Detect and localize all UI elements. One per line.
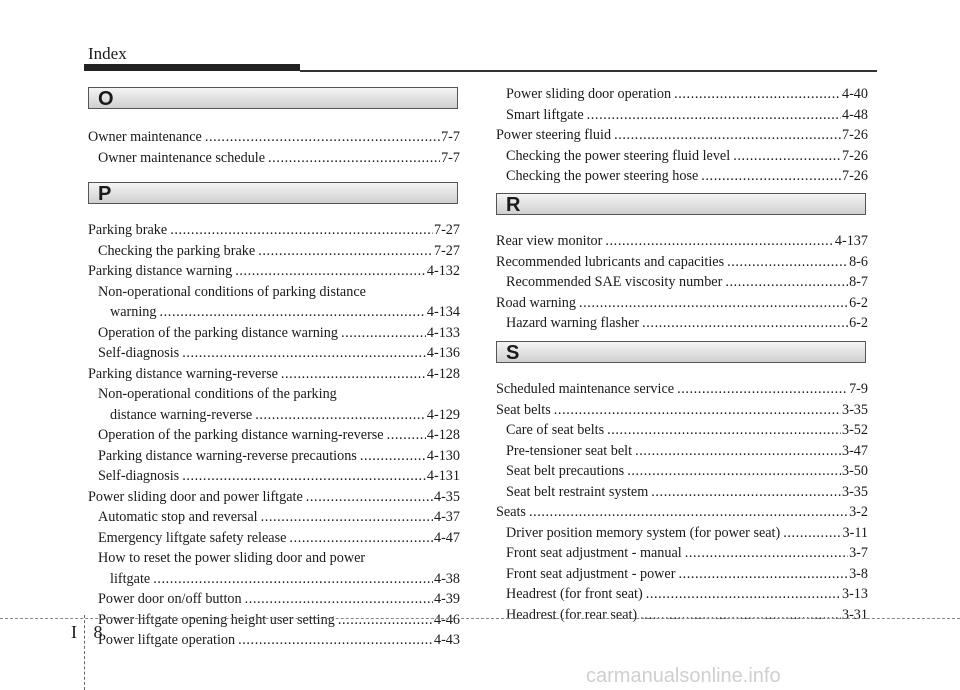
index-entry — [88, 364, 460, 385]
dot-leader — [651, 482, 841, 503]
dot-leader — [674, 84, 841, 105]
index-entry — [88, 548, 460, 569]
section-o-entries — [88, 127, 460, 168]
entry-text: Operation of the parking distance warning-reverse — [98, 427, 384, 443]
dot-leader — [338, 610, 433, 631]
dot-leader — [170, 220, 433, 241]
dot-leader — [733, 146, 841, 167]
entry-text: Parking distance warning-reverse precautions — [98, 447, 357, 464]
index-entry — [496, 461, 868, 482]
entry-text: Power steering fluid — [496, 127, 612, 143]
index-entry — [496, 125, 868, 146]
dot-leader — [607, 420, 841, 441]
index-entry — [496, 605, 868, 626]
entry-text: Parking distance warning — [88, 263, 233, 279]
entry-text: Emergency liftgate safety release — [98, 529, 287, 546]
index-entry — [88, 425, 460, 446]
index-entry — [88, 589, 460, 610]
section-letter: R — [506, 194, 521, 216]
index-entry — [496, 293, 868, 314]
index-entry — [496, 313, 868, 334]
entry-text: Non-operational conditions of the parking — [98, 386, 337, 402]
entry-page-ref: 7-26 — [841, 147, 868, 164]
entry-page-ref: 3-47 — [841, 442, 868, 459]
index-entry — [88, 405, 460, 426]
entry-text: Front seat adjustment - manual — [506, 545, 682, 561]
index-entry — [496, 420, 868, 441]
entry-page-ref: 7-7 — [441, 129, 460, 145]
dot-leader — [306, 487, 433, 508]
entry-text: Care of seat belts — [506, 422, 605, 438]
dot-leader — [281, 364, 426, 385]
index-entry — [88, 466, 460, 487]
entry-page-ref: 4-132 — [426, 263, 460, 279]
entry-text: Checking the power steering hose — [506, 168, 699, 184]
dot-leader — [182, 466, 426, 487]
entry-text: Smart liftgate — [506, 106, 584, 123]
section-header-p — [88, 182, 458, 204]
dot-leader — [579, 293, 848, 314]
entry-page-ref: 3-35 — [841, 401, 868, 418]
dot-leader — [153, 569, 433, 590]
entry-page-ref: 4-137 — [834, 233, 868, 249]
dot-leader — [605, 231, 834, 252]
entry-text: Automatic stop and reversal — [98, 509, 258, 525]
index-entry — [88, 302, 460, 323]
dot-leader — [701, 166, 841, 187]
entry-text: Scheduled maintenance service — [496, 381, 675, 397]
entry-page-ref: 3-2 — [849, 504, 868, 520]
section-header-r — [496, 193, 866, 215]
dot-leader — [258, 241, 433, 262]
dot-leader — [554, 400, 841, 421]
entry-text: Pre-tensioner seat belt — [506, 442, 633, 459]
index-entry — [496, 441, 868, 462]
index-entry — [88, 384, 460, 405]
dot-leader — [160, 302, 426, 323]
entry-page-ref: 4-43 — [433, 632, 460, 648]
entry-page-ref: 6-2 — [849, 294, 868, 311]
entry-text: Rear view monitor — [496, 233, 603, 249]
watermark: carmanualsonline.info — [586, 665, 781, 687]
index-entry — [496, 400, 868, 421]
entry-text: Recommended SAE viscosity number — [506, 274, 723, 290]
dot-leader — [268, 148, 440, 169]
index-entry — [496, 252, 868, 273]
dot-leader — [642, 313, 848, 334]
index-entry — [88, 487, 460, 508]
entry-text: Power liftgate opening height user setting — [98, 611, 335, 628]
entry-page-ref: 4-133 — [426, 324, 460, 341]
continued-p-entries — [496, 84, 868, 187]
dot-leader — [182, 343, 426, 364]
entry-text: Checking the parking brake — [98, 242, 256, 259]
entry-text: Operation of the parking distance warning — [98, 324, 338, 341]
page-number: I 8 — [71, 622, 109, 642]
entry-page-ref: 7-26 — [841, 127, 868, 143]
entry-page-ref: 4-35 — [433, 488, 460, 505]
index-entry — [88, 323, 460, 344]
dot-leader — [635, 441, 841, 462]
entry-page-ref: 4-129 — [426, 406, 460, 423]
entry-text: Headrest (for rear seat) — [506, 606, 638, 623]
entry-text: Power sliding door operation — [506, 86, 672, 102]
entry-page-ref: 4-39 — [433, 591, 460, 607]
dot-leader — [677, 379, 848, 400]
section-letter: P — [98, 183, 112, 205]
index-entry — [496, 584, 868, 605]
entry-text: distance warning-reverse — [110, 406, 253, 423]
index-entry — [496, 231, 868, 252]
dot-leader — [387, 425, 426, 446]
entry-page-ref: 3-11 — [842, 524, 868, 541]
header-rule-thin — [300, 70, 877, 72]
entry-page-ref: 4-130 — [426, 447, 460, 464]
entry-page-ref: 7-9 — [849, 381, 868, 397]
entry-page-ref: 7-7 — [441, 149, 460, 166]
entry-text: Non-operational conditions of parking distance — [98, 283, 366, 300]
entry-page-ref: 3-52 — [841, 422, 868, 438]
entry-text: Driver position memory system (for power seat) — [506, 524, 781, 541]
dot-leader — [725, 272, 848, 293]
entry-text: Recommended lubricants and capacities — [496, 253, 725, 270]
section-letter: S — [506, 342, 520, 364]
index-entry — [88, 220, 460, 241]
dot-leader — [205, 127, 440, 148]
index-entry — [496, 272, 868, 293]
section-header-o — [88, 87, 458, 109]
entry-page-ref: 3-8 — [849, 565, 868, 582]
entry-page-ref: 4-134 — [426, 304, 460, 320]
entry-text: Owner maintenance schedule — [98, 149, 266, 166]
entry-text: warning — [110, 304, 157, 320]
dot-leader — [627, 461, 841, 482]
index-entry — [88, 610, 460, 631]
section-s-entries — [496, 379, 868, 625]
entry-text: Self-diagnosis — [98, 345, 180, 361]
section-header-s — [496, 341, 866, 363]
index-entry — [496, 146, 868, 167]
entry-page-ref: 8-6 — [849, 253, 868, 270]
section-letter: O — [98, 88, 114, 110]
entry-text: How to reset the power sliding door and power — [98, 550, 366, 566]
dot-leader — [614, 125, 841, 146]
entry-text: Checking the power steering fluid level — [506, 147, 731, 164]
entry-text: Power liftgate operation — [98, 632, 236, 648]
entry-text: Road warning — [496, 294, 576, 311]
entry-text: Power door on/off button — [98, 591, 242, 607]
dot-leader — [640, 605, 841, 626]
dot-leader — [261, 507, 433, 528]
index-entry — [88, 528, 460, 549]
entry-page-ref: 3-13 — [841, 586, 868, 602]
index-entry — [88, 127, 460, 148]
index-entry — [496, 379, 868, 400]
index-entry — [496, 105, 868, 126]
entry-text: Seat belt precautions — [506, 463, 625, 479]
entry-page-ref: 3-50 — [841, 463, 868, 479]
entry-page-ref: 4-128 — [426, 365, 460, 382]
entry-page-ref: 4-131 — [426, 468, 460, 484]
entry-page-ref: 4-48 — [841, 106, 868, 123]
entry-page-ref: 4-37 — [433, 509, 460, 525]
entry-page-ref: 4-136 — [426, 345, 460, 361]
dot-leader — [245, 589, 433, 610]
entry-text: Front seat adjustment - power — [506, 565, 676, 582]
index-entry — [88, 507, 460, 528]
index-entry — [88, 343, 460, 364]
index-entry — [496, 523, 868, 544]
index-entry — [88, 446, 460, 467]
entry-text: Owner maintenance — [88, 129, 202, 145]
index-entry — [496, 543, 868, 564]
index-entry — [88, 569, 460, 590]
index-entry — [88, 261, 460, 282]
entry-page-ref: 4-47 — [433, 529, 460, 546]
index-entry — [496, 502, 868, 523]
entry-text: Seat belts — [496, 401, 551, 418]
section-r-entries — [496, 231, 868, 334]
entry-text: Headrest (for front seat) — [506, 586, 643, 602]
dot-leader — [341, 323, 426, 344]
page-header-title: Index — [88, 44, 127, 63]
index-entry — [88, 148, 460, 169]
entry-page-ref: 7-27 — [433, 242, 460, 259]
index-entry — [496, 482, 868, 503]
dot-leader — [289, 528, 433, 549]
header-rule-thick — [84, 64, 300, 71]
index-entry — [88, 630, 460, 651]
entry-page-ref: 3-7 — [849, 545, 868, 561]
entry-page-ref: 4-40 — [841, 86, 868, 102]
index-entry — [496, 166, 868, 187]
dot-leader — [678, 564, 848, 585]
entry-text: Seat belt restraint system — [506, 483, 649, 500]
index-entry — [88, 241, 460, 262]
entry-page-ref: 4-46 — [433, 611, 460, 628]
entry-text: Seats — [496, 504, 526, 520]
entry-page-ref: 7-27 — [433, 222, 460, 238]
entry-text: Self-diagnosis — [98, 468, 180, 484]
dot-leader — [783, 523, 841, 544]
dot-leader — [255, 405, 426, 426]
entry-text: Hazard warning flasher — [506, 315, 640, 331]
dot-leader — [646, 584, 841, 605]
entry-page-ref: 8-7 — [849, 274, 868, 290]
dot-leader — [727, 252, 848, 273]
entry-text: Power sliding door and power liftgate — [88, 488, 303, 505]
dot-leader — [360, 446, 426, 467]
entry-text: Parking distance warning-reverse — [88, 365, 278, 382]
section-p-entries — [88, 220, 460, 651]
dot-leader — [238, 630, 433, 651]
entry-page-ref: 3-35 — [841, 483, 868, 500]
entry-page-ref: 4-128 — [426, 427, 460, 443]
footer-rule — [0, 618, 960, 619]
index-entry — [88, 282, 460, 303]
entry-text: liftgate — [110, 570, 151, 587]
index-entry — [496, 84, 868, 105]
entry-page-ref: 4-38 — [433, 570, 460, 587]
entry-page-ref: 7-26 — [841, 168, 868, 184]
index-entry — [496, 564, 868, 585]
dot-leader — [529, 502, 848, 523]
dot-leader — [235, 261, 426, 282]
dot-leader — [587, 105, 841, 126]
entry-page-ref: 3-31 — [841, 606, 868, 623]
entry-page-ref: 6-2 — [849, 315, 868, 331]
dot-leader — [685, 543, 848, 564]
entry-text: Parking brake — [88, 222, 168, 238]
